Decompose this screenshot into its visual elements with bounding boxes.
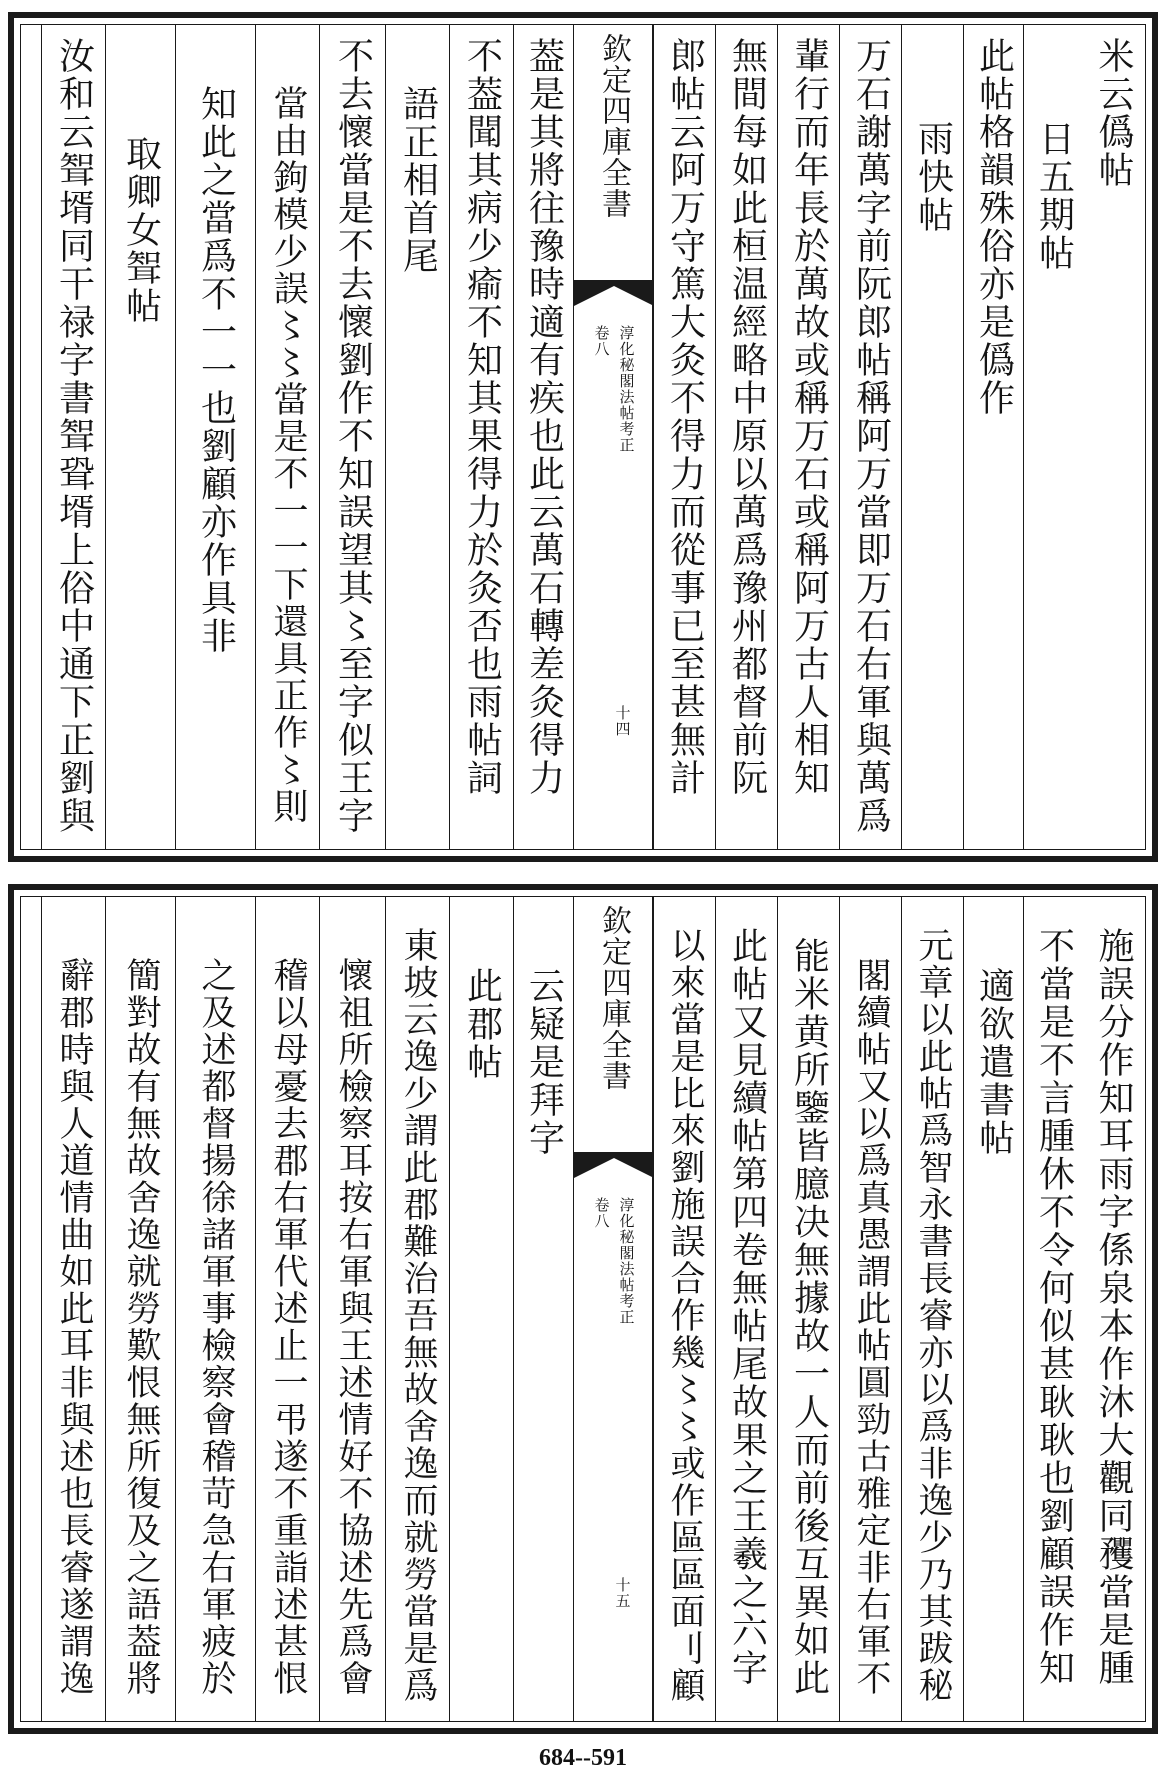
column-text: 無間每如此桓温經略中原以萬爲豫州都督前阮: [726, 37, 768, 797]
gutter-volume: 卷八: [592, 1197, 611, 1229]
column-text: 万石謝萬字前阮郎帖稱阿万當即万石右軍與萬爲: [850, 37, 892, 835]
text-column: [513, 897, 573, 1721]
text-column: [777, 25, 839, 849]
text-column: [41, 25, 105, 849]
column-text: 取卿女聟帖: [120, 135, 162, 325]
text-column: [513, 25, 573, 849]
column-text: 元章以此帖爲智永書長睿亦以爲非逸少乃其跋秘: [913, 927, 953, 1704]
text-column: [715, 25, 777, 849]
column-text: 不去懷當是不去懷劉作不知誤望其〻至字似王字: [332, 37, 374, 835]
fish-tail-mark: [574, 1152, 654, 1178]
column-text: 汝和云聟壻同干禄字書聟聓壻上俗中通下正劉與: [53, 37, 95, 835]
text-column: [777, 897, 839, 1721]
text-column: [1083, 25, 1143, 849]
text-column: [255, 25, 319, 849]
gutter-book-title: 淳化秘閣法帖考正: [617, 1197, 636, 1325]
page-number-footer: 684--591: [539, 1745, 627, 1771]
text-column: [901, 897, 963, 1721]
column-text: 不葢聞其病少瘉不知其果得力於灸否也雨帖詞: [461, 37, 503, 797]
bottom-page: [8, 884, 1158, 1734]
text-column: [901, 25, 963, 849]
column-text: 辭郡時與人道情曲如此耳非與述也長睿遂謂逸: [54, 957, 94, 1697]
column-text: 知此之當爲不一一也劉顧亦作具非: [195, 85, 237, 655]
top-page-frame: [20, 24, 1146, 850]
column-text: 此帖格韻殊俗亦是僞作: [973, 37, 1015, 417]
bottom-page-frame: [20, 896, 1146, 1722]
column-text: 閣續帖又以爲真愚謂此帖圓勁古雅定非右軍不: [851, 957, 891, 1697]
column-text: 能米黄所鑒皆臆决無據故一人而前後互異如此: [788, 937, 830, 1697]
column-text: 不當是不言腫休不令何似甚耿耿也劉顧誤作知: [1033, 927, 1075, 1687]
column-text: 適欲遣書帖: [973, 967, 1015, 1157]
text-column: [963, 25, 1023, 849]
fish-tail-mark: [574, 280, 654, 306]
text-column: [105, 897, 175, 1721]
text-column: [105, 25, 175, 849]
column-text: 郎帖云阿万守篤大灸不得力而從事已至甚無計: [664, 37, 706, 797]
column-text: 雨快帖: [912, 120, 954, 234]
gutter-book-title: 淳化秘閣法帖考正: [617, 325, 636, 453]
column-text: 以來當是比來劉施誤合作幾〻〻或作區區面刂顧: [665, 927, 705, 1704]
text-column: [839, 897, 901, 1721]
column-text: 米云僞帖: [1093, 37, 1134, 189]
column-text: 懷祖所檢察耳按右軍與王述情好不協述先爲會: [333, 957, 373, 1697]
column-text: 東坡云逸少謂此郡難治吾無故舍逸而就勞當是爲: [398, 927, 438, 1704]
center-gutter: [573, 25, 653, 849]
gutter-heading: 欽定四庫全書: [596, 33, 631, 219]
column-text: 輩行而年長於萬故或稱万石或稱阿万古人相知: [788, 37, 830, 797]
text-column: [449, 897, 513, 1721]
text-column: [839, 25, 901, 849]
column-text: 日五期帖: [1033, 120, 1075, 272]
text-column: [653, 897, 715, 1721]
column-text: 此郡帖: [461, 967, 503, 1081]
column-text: 葢是其將往豫時適有疾也此云萬石轉差灸得力: [523, 37, 565, 797]
column-text: 語正相首尾: [397, 85, 439, 275]
text-column: [319, 25, 385, 849]
text-column: [175, 25, 255, 849]
text-column: [653, 25, 715, 849]
text-column: [449, 25, 513, 849]
gutter-leaf-number: 十五: [613, 1577, 632, 1609]
text-column: [385, 25, 449, 849]
column-text: 云疑是拜字: [523, 967, 565, 1157]
column-text: 之及述都督揚徐諸軍事檢察會稽苛急右軍疲於: [196, 957, 236, 1697]
text-column: [319, 897, 385, 1721]
text-column: [41, 897, 105, 1721]
column-text: 施誤分作知耳雨字係泉本作沐大觀同矡當是腫: [1093, 927, 1134, 1687]
text-column: [963, 897, 1023, 1721]
gutter-leaf-number: 十四: [613, 705, 632, 737]
text-column: [255, 897, 319, 1721]
center-gutter: [573, 897, 653, 1721]
column-text: 簡對故有無故舍逸就勞歎恨無所復及之語葢將: [121, 957, 161, 1697]
column-text: 稽以母憂去郡右軍代述止一弔遂不重詣述甚恨: [268, 957, 308, 1697]
text-column: [1023, 25, 1083, 849]
text-column: [175, 897, 255, 1721]
text-column: [1083, 897, 1143, 1721]
top-page: [8, 12, 1158, 862]
gutter-heading: 欽定四庫全書: [596, 905, 631, 1091]
text-column: [1023, 897, 1083, 1721]
gutter-volume: 卷八: [592, 325, 611, 357]
column-text: 當由鉤模少誤〻〻當是不一一下還具正作〻則: [268, 85, 308, 825]
text-column: [715, 897, 777, 1721]
text-column: [385, 897, 449, 1721]
column-text: 此帖又見續帖第四卷無帖尾故果之王羲之六字: [726, 927, 768, 1687]
